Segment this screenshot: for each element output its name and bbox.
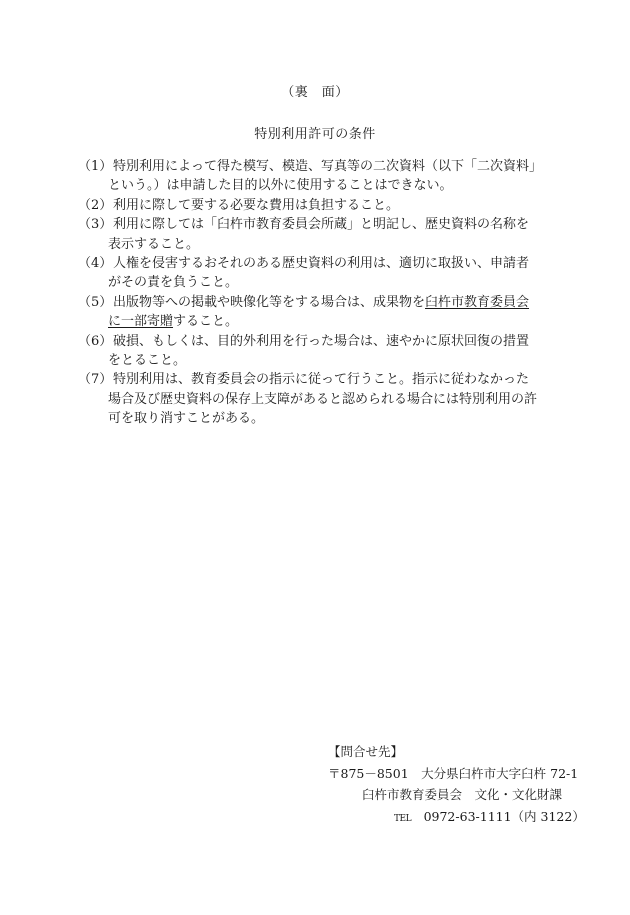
condition-text-segment: すること。 [173, 314, 239, 330]
condition-item-2 [78, 196, 554, 215]
condition-item-6 [78, 332, 554, 371]
page-side-label: （裏 面） [281, 85, 349, 100]
condition-text-line: 特別利用は、教育委員会の指示に従って行うこと。指示に従わなかった [113, 372, 530, 388]
condition-item-7 [78, 370, 554, 428]
conditions-list [78, 157, 554, 429]
contact-heading: 【問合せ先】 [328, 744, 404, 759]
condition-text-line: 利用に際しては「臼杵市教育委員会所蔵」と明記し、歴史資料の名称を [113, 217, 530, 233]
condition-text-line: 破損、もしくは、目的外利用を行った場合は、速やかに原状回復の措置 [113, 333, 530, 349]
condition-item-5 [78, 293, 554, 332]
condition-text-line: 利用に際して要する必要な費用は負担すること。 [113, 197, 400, 213]
condition-text-line: 表示すること。 [108, 236, 200, 252]
contact-organization: 臼杵市教育委員会 文化・文化財課 [362, 787, 563, 802]
condition-text-line: という。）は申請した目的以外に使用することはできない。 [108, 178, 453, 194]
condition-number: （1） [78, 159, 113, 174]
document-title: 特別利用許可の条件 [254, 127, 376, 142]
condition-number: （4） [78, 256, 113, 272]
condition-text-line: 特別利用によって得た模写、模造、写真等の二次資料（以下「二次資料」 [113, 159, 543, 174]
underlined-text: 臼杵市教育委員会 [425, 294, 530, 310]
condition-text-line [108, 312, 554, 331]
condition-number: （6） [78, 333, 113, 349]
tel-label: TEL [394, 813, 412, 824]
contact-block [328, 741, 585, 830]
condition-text-line: をとること。 [108, 353, 187, 369]
condition-text-line: 可を取り消すことがある。 [108, 411, 265, 427]
condition-number: （2） [78, 197, 113, 213]
condition-item-1 [78, 157, 554, 196]
contact-phone [328, 806, 585, 831]
tel-number: 0972-63-1111（内 3122） [423, 808, 585, 824]
condition-text-line: がその責を負うこと。 [108, 275, 239, 291]
condition-item-3 [78, 215, 554, 254]
condition-text-line: 場合及び歴史資料の保存上支障があると認められる場合には特別利用の許 [108, 391, 538, 407]
condition-text-line [113, 293, 554, 312]
condition-text-segment: 出版物等への掲載や映像化等をする場合は、成果物を [113, 294, 426, 310]
underlined-text: に一部寄贈 [108, 314, 174, 330]
condition-text-line: 人権を侵害するおそれのある歴史資料の利用は、適切に取扱い、申請者 [113, 256, 530, 272]
condition-number: （5） [78, 294, 113, 310]
condition-item-4 [78, 254, 554, 293]
condition-number: （7） [78, 372, 113, 388]
contact-address: 〒875－8501 大分県臼杵市大字臼杵 72-1 [328, 765, 579, 781]
condition-number: （3） [78, 217, 113, 233]
